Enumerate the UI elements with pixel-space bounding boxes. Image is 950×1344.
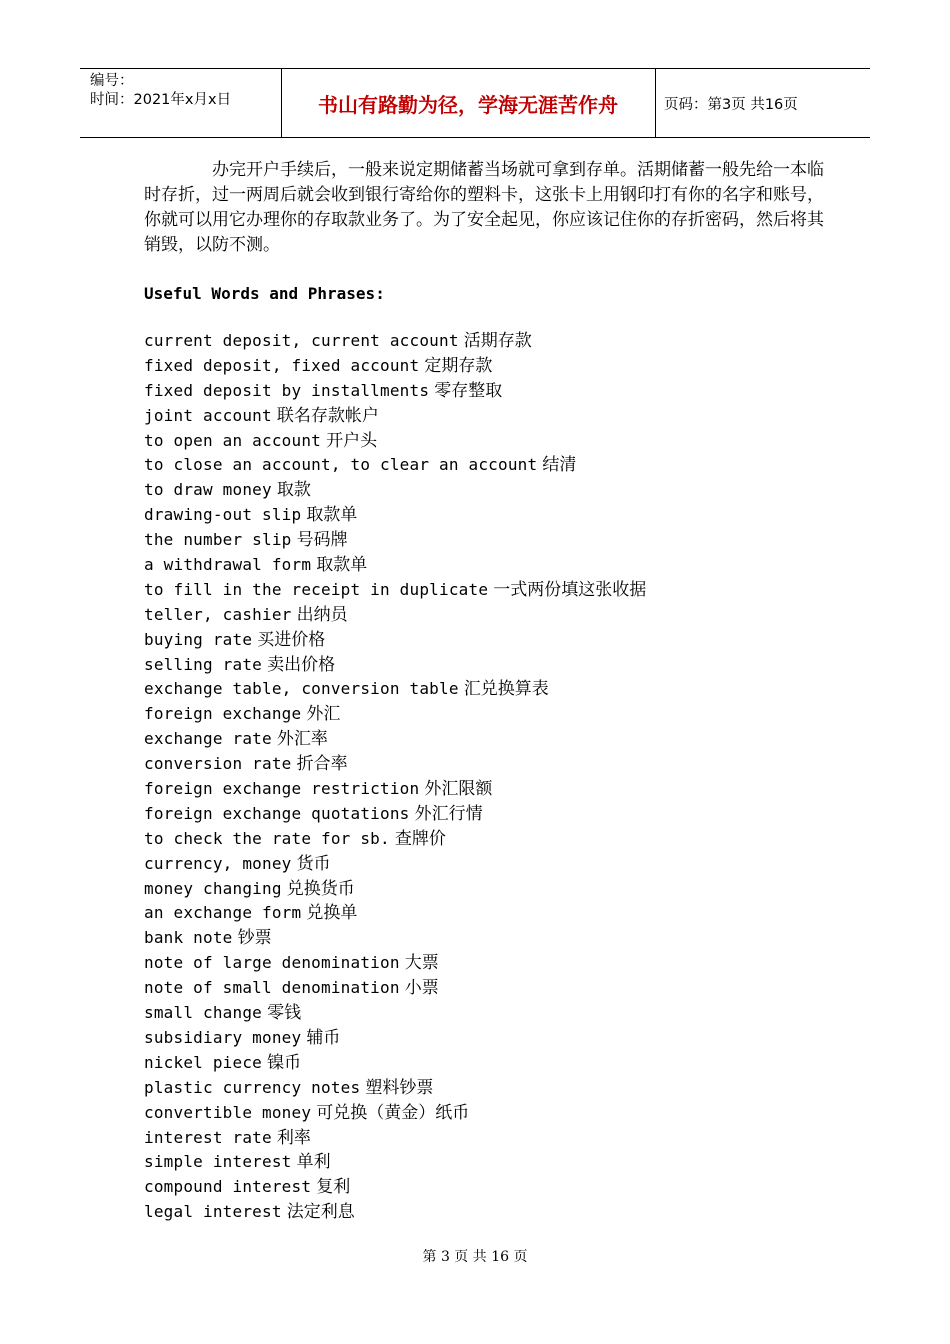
term-english: currency, money	[144, 853, 292, 873]
vocabulary-item	[144, 379, 646, 404]
term-english: note of large denomination	[144, 953, 400, 973]
page-footer: 第 3 页 共 16 页	[422, 1249, 528, 1265]
term-english: drawing-out slip	[144, 505, 302, 525]
term-chinese: 外汇限额	[424, 779, 493, 800]
term-english: plastic currency notes	[144, 1077, 361, 1097]
term-chinese: 取款单	[306, 505, 358, 526]
term-chinese: 兑换单	[306, 903, 358, 924]
term-english: small change	[144, 1003, 262, 1023]
vocabulary-item	[144, 901, 646, 926]
vocabulary-item	[144, 777, 646, 802]
vocabulary-list	[144, 329, 646, 1225]
term-english: fixed deposit, fixed account	[144, 355, 420, 375]
vocabulary-item	[144, 852, 646, 877]
term-chinese: 大票	[404, 953, 439, 974]
term-chinese: 定期存款	[424, 355, 493, 376]
header-page-info: 页码：第3页 共16页	[664, 96, 798, 113]
term-english: foreign exchange	[144, 704, 302, 724]
vocabulary-item	[144, 1175, 646, 1200]
vocabulary-item	[144, 752, 646, 777]
term-chinese: 外汇率	[276, 729, 328, 750]
term-english: an exchange form	[144, 903, 302, 923]
term-chinese: 外汇	[306, 704, 341, 725]
vocabulary-item	[144, 877, 646, 902]
vocabulary-item	[144, 653, 646, 678]
vocabulary-item	[144, 528, 646, 553]
vocabulary-item	[144, 354, 646, 379]
term-english: current deposit, current account	[144, 331, 459, 350]
header-divider	[655, 69, 656, 137]
term-chinese: 法定利息	[286, 1202, 355, 1223]
term-english: money changing	[144, 878, 282, 898]
term-chinese: 可兑换（黄金）纸币	[316, 1102, 470, 1123]
term-chinese: 活期存款	[463, 331, 532, 351]
term-chinese: 折合率	[296, 754, 348, 775]
term-chinese: 塑料钞票	[365, 1077, 434, 1098]
term-english: to draw money	[144, 480, 272, 500]
vocabulary-item	[144, 1200, 646, 1225]
term-english: a withdrawal form	[144, 555, 312, 575]
vocabulary-item	[144, 727, 646, 752]
header-motto: 书山有路勤为径，学海无涯苦作舟	[318, 92, 618, 117]
term-english: note of small denomination	[144, 978, 400, 998]
page-header	[80, 68, 870, 138]
term-english: subsidiary money	[144, 1027, 302, 1047]
term-chinese: 兑换货币	[286, 878, 355, 899]
term-english: interest rate	[144, 1127, 272, 1147]
term-chinese: 小票	[404, 978, 439, 999]
vocabulary-item	[144, 677, 646, 702]
term-chinese: 镍币	[267, 1052, 302, 1073]
term-english: joint account	[144, 405, 272, 425]
term-chinese: 出纳员	[296, 604, 348, 625]
vocabulary-item	[144, 429, 646, 454]
term-chinese: 卖出价格	[267, 654, 336, 675]
term-english: bank note	[144, 928, 233, 948]
vocabulary-item	[144, 951, 646, 976]
term-english: exchange rate	[144, 729, 272, 749]
term-english: fixed deposit by installments	[144, 380, 430, 400]
document-number-label: 编号：	[90, 73, 134, 89]
intro-paragraph: 办完开户手续后，一般来说定期储蓄当场就可拿到存单。活期储蓄一般先给一本临时存折，过一两周后就会收到银行寄给你的塑料卡，这张卡上用钢印打有你的名字和账号，你就可以用它办理你的存取款业务了。为了安全起见，你应该记住你的存折密码，然后将其销毁，以防不测。	[144, 160, 824, 255]
term-chinese: 取款单	[316, 555, 368, 576]
vocabulary-item	[144, 453, 646, 478]
term-chinese: 买进价格	[257, 629, 326, 650]
term-chinese: 查牌价	[394, 828, 446, 849]
term-english: teller, cashier	[144, 604, 292, 624]
vocabulary-item	[144, 976, 646, 1001]
term-chinese: 零存整取	[434, 380, 503, 401]
term-english: conversion rate	[144, 754, 292, 774]
term-chinese: 零钱	[267, 1003, 302, 1024]
term-chinese: 结清	[542, 455, 577, 476]
term-chinese: 号码牌	[296, 530, 348, 551]
vocabulary-item	[144, 628, 646, 653]
vocabulary-item	[144, 578, 646, 603]
term-english: compound interest	[144, 1177, 312, 1197]
term-chinese: 取款	[276, 480, 311, 501]
vocabulary-item	[144, 503, 646, 528]
document-date-label: 时间：2021年x月x日	[90, 92, 232, 108]
header-meta	[90, 72, 231, 110]
vocabulary-item	[144, 1076, 646, 1101]
term-english: to open an account	[144, 430, 321, 450]
vocabulary-item	[144, 827, 646, 852]
vocabulary-item	[144, 1051, 646, 1076]
term-english: exchange table, conversion table	[144, 679, 459, 699]
term-chinese: 联名存款帐户	[276, 405, 379, 426]
section-title: Useful Words and Phrases:	[144, 284, 385, 303]
vocabulary-item	[144, 1126, 646, 1151]
term-chinese: 外汇行情	[414, 803, 483, 824]
vocabulary-item	[144, 1101, 646, 1126]
term-english: to fill in the receipt in duplicate	[144, 579, 489, 599]
term-english: simple interest	[144, 1152, 292, 1172]
term-chinese: 汇兑换算表	[463, 679, 549, 700]
vocabulary-item	[144, 802, 646, 827]
term-english: to close an account, to clear an account	[144, 455, 538, 475]
vocabulary-item	[144, 1150, 646, 1175]
term-english: nickel piece	[144, 1052, 262, 1072]
term-chinese: 复利	[316, 1177, 351, 1198]
term-english: buying rate	[144, 629, 253, 649]
term-english: foreign exchange quotations	[144, 803, 410, 823]
term-english: legal interest	[144, 1202, 282, 1222]
vocabulary-item	[144, 1001, 646, 1026]
vocabulary-item	[144, 478, 646, 503]
vocabulary-item	[144, 329, 646, 354]
term-english: the number slip	[144, 530, 292, 550]
term-english: selling rate	[144, 654, 262, 674]
term-chinese: 货币	[296, 853, 331, 874]
term-chinese: 钞票	[237, 928, 272, 949]
term-chinese: 利率	[276, 1127, 311, 1148]
vocabulary-item	[144, 926, 646, 951]
vocabulary-item	[144, 1026, 646, 1051]
vocabulary-item	[144, 404, 646, 429]
vocabulary-item	[144, 603, 646, 628]
term-chinese: 开户头	[326, 430, 378, 451]
term-english: convertible money	[144, 1102, 312, 1122]
term-chinese: 一式两份填这张收据	[493, 579, 647, 600]
term-chinese: 单利	[296, 1152, 331, 1173]
term-english: to check the rate for sb.	[144, 828, 390, 848]
vocabulary-item	[144, 702, 646, 727]
vocabulary-item	[144, 553, 646, 578]
term-chinese: 辅币	[306, 1027, 341, 1048]
term-english: foreign exchange restriction	[144, 779, 420, 799]
